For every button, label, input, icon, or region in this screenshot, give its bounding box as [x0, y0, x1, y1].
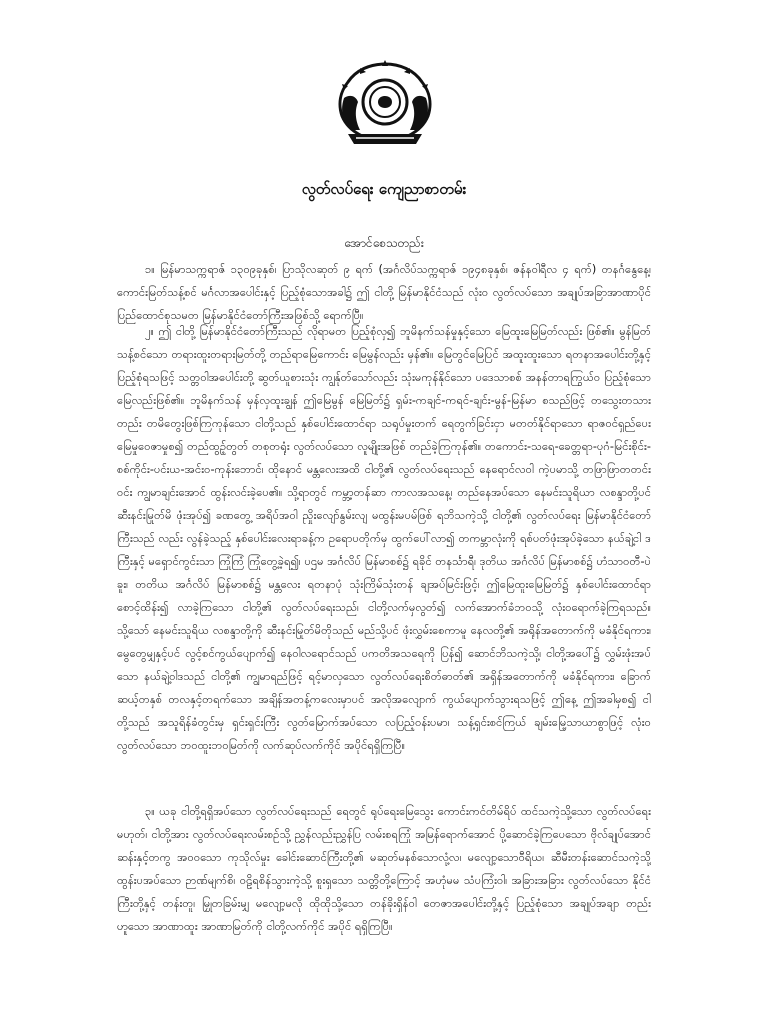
paragraph-3: ၃။ ယခု ငါတို့ရရှိအပ်သော လွတ်လပ်ရေးသည် ရေတွင် ရုပ်ရေးမြေသွေး ကောင်းကင်တိမ်ရိပ် ထင်သကဲ့သို့သော လွတ်လပ်ရေးမဟုတ်၊ ငါတို့အား လွတ်လပ်ရေးလမ်းစဉ်သို့ ညွှန်လည်းညွှန်ပြ လမ်းစရကြုံ အမြန်ရောက်အောင် ပို့ဆောင်ခဲ့ကြပေသော ဗိုလ်ချုပ်အောင်ဆန်းနှင့်တကွ အဝဝသော ကုသိုလ်မှုး ခေါင်းဆောင်ကြီးတို့၏ မဆုတ်မနစ်သောလုံ့လ၊ မလျော့သောဝီရိယ၊ ဆီမီးတန်းဆောင်သကဲ့သို့ ထွန်းပအပ်သော ဉာဏ်မျက်စိ၊ ဝဠိရစိန်သွားကဲ့သို့ စူးရှသော သတ္တိတို့ကြောင့် အဟုံမမ သံပကြံးဝါ၊ အခြားအခြား လွတ်လပ်သော နိုင်ငံကြီးတို့နှင့် တန်းတူ၊ မြှုတခြမ်းမျှ မလျော့မလို ထိုထိုသို့သော တန်ခိုးရှိန်ဝါ တေဇာအပေါင်းတို့နှင့် ပြည့်စုံသော အချုပ်အချာ တည်းဟူသော အာဏာထူး အာဏာမြတ်ကို ငါတို့လက်ကိုင် အပိုင် ရရှိကြပြီ။	[117, 805, 651, 933]
document-title: လွတ်လပ်ရေး ကျေညာစာတမ်း	[301, 180, 467, 198]
state-seal-emblem	[330, 58, 440, 148]
document-subtitle: အောင်စေသတည်း	[344, 236, 424, 250]
paragraph-2: ၂။ ဤ ငါတို့ မြန်မာနိုင်ငံတော်ကြီးသည် လိုရာမတ ပြည့်စုံလှ၍ ဘူမိနက်သန်မှုနှင့်သော မြေထူးမြေမြတ်လည်း ဖြစ်၏။ မွန်မြတ်သန့်စင်သော တရားထူးတရားမြတ်တို့ တည်ရာမြေကောင်း မြေမွန်လည်း မှန်၏။ မြေတွင်မြေပြင် အထူးထူးသော ရတနာအပေါင်းတို့နှင့် ပြည့်စုံရသဖြင့် သတ္တဝါအပေါင်းတို့ ဆွတ်ယူစားသုံး ကျွန်ုတ်သော်လည်း သုံးမကုန်နိုင်သော ပဒေသာစစ် အနန်တာရကြွယ်ဝ ပြည့်စုံသော မြေလည်းဖြစ်၏။ ဘူမိနက်သန် မှန်လှထူးချွန် ဤမြေမွန် မြေမြတ်၌ ရှမ်း-ကချင်-ကရင်-ချင်း-မွန်-မြန်မာ စသည်ဖြင့် တသွေးတသားတည်း တမိတွေးဖြစ်ကြကုန်သော ငါတို့သည် နှစ်ပေါင်းထောင်ရာ သရုပ်မှုးတက် ရေတွက်ခြင်းငှာ မတတ်နိုင်ရာသော ရာဇဝင်ရှည်ပေး မြေမှုဝေဇာမှုစ၍ တည်ထွဉ့်တွတ် တစုတရုံး လွတ်လပ်သော လူမျိုးအဖြစ် တည်ခဲ့ကြကုန်၏။ တကောင်း-သရေ-ခေတ္တရာ-ပုဂံ-မြင်းစိုင်း-စစ်ကိုင်း-ပင်းယ-အင်းဝ-ကုန်းဘောင်၊ ထိုနောင် မန္တလေးအထိ ငါတို့၏ လွတ်လပ်ရေးသည် နေရောင်လဝါ ကဲ့ပမာသို့ တဖြာဖြာတတင်းဝင်း ကျွမာချင်းအောင် ထွန်းလင်းခဲ့ပေ၏။ သို့ရာတွင် ကမ္ဘာ့တန်ဆာ ကာလအသနေ့၊ တည်နေအပ်သော နေမင်းသူရိယာ လစန္ဒာတို့ပင် ဆီးနင်းမြုတ်မိ ဖုံးအုပ်၍ ခဏတွေ့ အရိပ်အဝါ ညှိုးလျော်နွမ်းလျ မထွန်းမပမ်ဖြစ် ရဘိသကဲ့သို့ ငါတို့၏ လွတ်လပ်ရေး မြန်မာနိုင်ငံတော်ကြီးသည် လည်း လွန်ခဲ့သည့် နှစ်ပေါင်းလေးရာခန့်က ဥရောပတိုက်မှ ထွက်ပေါ်လာ၍ တကမ္ဘာလုံးကို ရစ်ပတ်ဖုံးအုပ်ခဲ့သော နယ်ချဲ့ငါ ဒကြီးနှင့် မရှောင်ကွင်းသာ ကြုံကြံ ကြုံတွေ့ခဲ့ရ၍၊ ပဌမ အင်္ဂလိပ် မြန်မာစစ်၌ ရခိုင် တနင်္သာရီ၊ ဒုတိယ အင်္ဂလိပ် မြန်မာစစ်၌ ဟံသာဝတီ-ပဲခူး၊ တတိယ အင်္ဂလိပ် မြန်မာစစ်၌ မန္တလေး ရတနာပုံ သုံးကြိမ်သုံးတန် ချအပ်မြင်းဖြင့်၊ ဤမြေထူးမြေမြတ်၌ နှစ်ပေါင်းထောင်ရာ စောင့်ထိန်း၍ လာခဲ့ကြသော ငါတို့၏ လွတ်လပ်ရေးသည်၊ ငါတို့လက်မှလွတ်၍ လက်အောက်ခံဘဝသို့ လုံးဝရောက်ခဲ့ကြရသည်။ သို့သော် နေမင်းသူရိယ လစန္ဒာတို့ကို ဆီးနင်းမြုတ်မိတိုသည် မည်သို့ပင် ဖုံးလွှမ်းစေကာမူ နေလတို့၏ အရိုန်အတောက်ကို မခံနိုင်ရကား၊ မွေတွေမျှနှင့်ပင် လွင့်စင်ကွယ်ပျောက်၍ နေဝါလရောင်သည် ပကတိအသရေကို ပြန်၍ ဆောင်ဘိသကဲ့သို့၊ ငါတို့အပေါ်၌ လွှမ်းဖုံးအပ်သော နယ်ချဲ့ဝါဒသည် ငါတို့၏ ကျွမာရည်ဖြင့် ရင့်မာလှသော လွတ်လပ်ရေးစိတ်ဓာတ်၏ အရှိန်အတောက်ကို မခံနိုင်ရကား၊ ခြောက်ဆယ့်တနှစ် တလနှင့်တရက်သော အချိန်အတန့်ကလေးမှာပင် အလိုအလျောက် ကွယ်ပျောက်သွားရသဖြင့် ဤနေ့ ဤအခါမှစ၍ ငါတို့သည် အသူရိန်ခံတွင်းမှ ရှင်းရှင်းကြီး လွတ်မြောက်အပ်သော လပြည့်ဝန်းပမာ၊ သန့်ရှင်းစင်ကြယ် ချမ်းမြေ့သာယာစွာဖြင့် လုံးဝ လွတ်လပ်သော ဘဝထူးဘဝမြတ်ကို လက်ဆုပ်လက်ကိုင် အပိုင်ရရှိကြပြီ။	[117, 325, 651, 752]
paragraph-1: ၁။ မြန်မာသက္ကရာဇ် ၁၃၀၉ခုနှစ်၊ ပြာသိုလဆုတ် ၉ ရက် (အင်္ဂလိပ်သက္ကရာဇ် ၁၉၄၈ခုနှစ်၊ ဇန်နဝါရီလ ၄ ရက်) တနင်္ဂနွေနေ့၊ ကောင်းမြတ်သန့်စင် မင်္ဂလာအပေါင်းနှင့် ပြည့်စုံသောအခါ၌ ဤ ငါတို့ မြန်မာနိုင်ငံသည် လုံးဝ လွတ်လပ်သော အချုပ်အခြာအာဏာပိုင် ပြည်ထောင်စုသမတ မြန်မာနိုင်ငံတော်ကြီးအဖြစ်သို့ ရောက်ပြီ။	[117, 263, 651, 322]
